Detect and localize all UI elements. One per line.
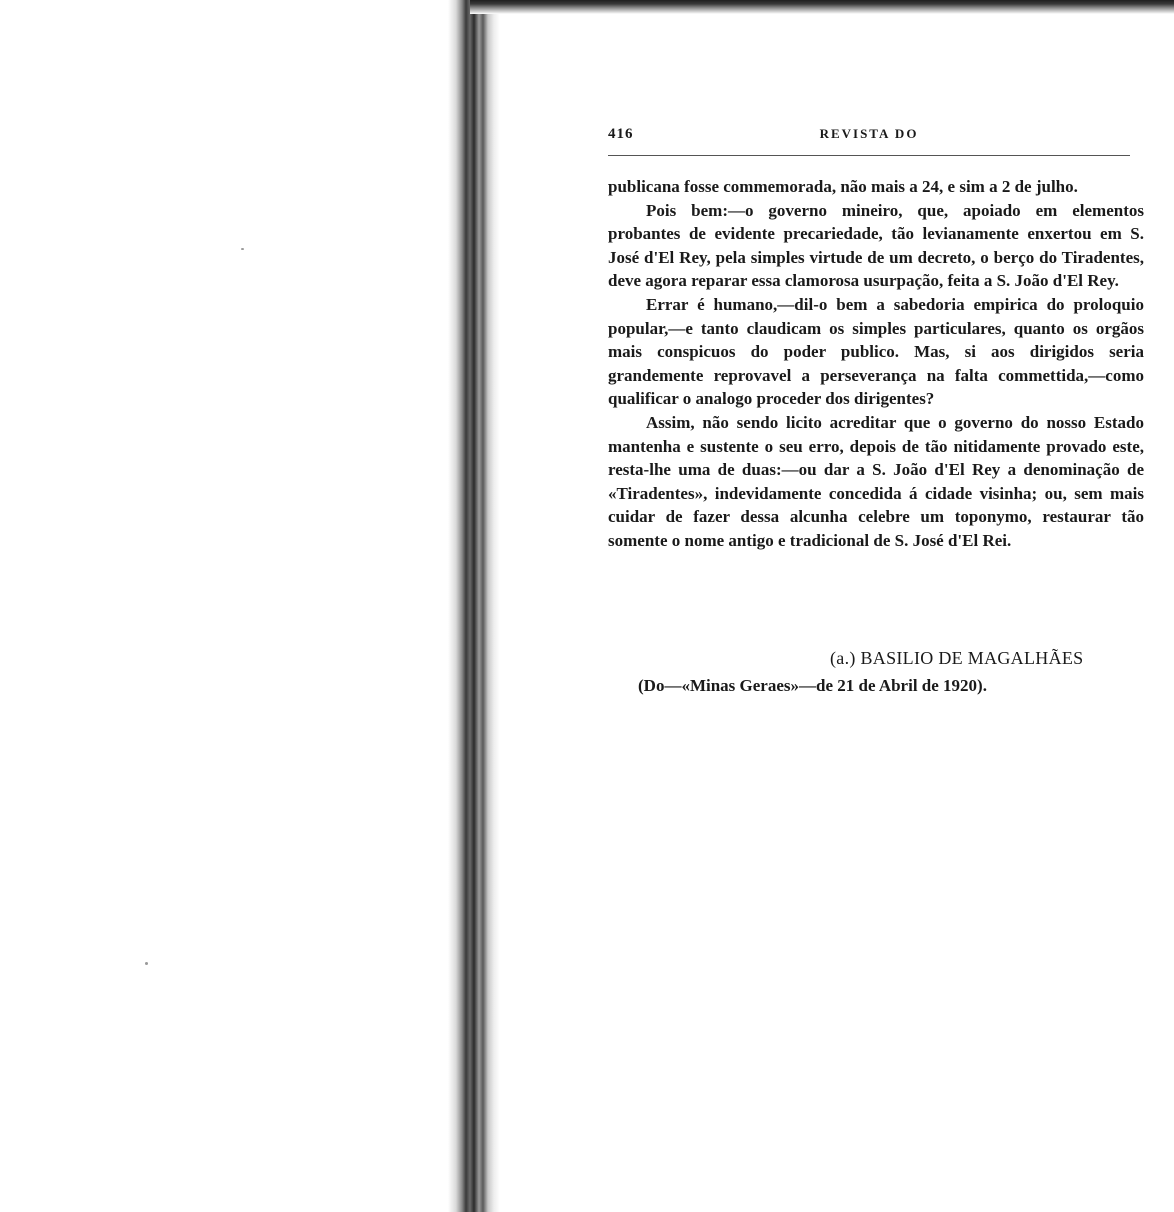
- paragraph: Assim, não sendo licito acreditar que o governo do nosso Estado mantenha e sustente o seu erro, depois de tão nitidamente provado este, resta-lhe uma de duas:—ou dar a S. João d'El Rey a denominação de «Tiradentes», indevidamente concedida á cidade visinha; ou, sem mais cuidar de fazer dessa alcunha celebre um toponymo, restaurar tão somente o nome antigo e tradicional de S. José d'El Rei.: [608, 412, 1144, 550]
- book-page: [500, 14, 1174, 1212]
- source-note: (Do—«Minas Geraes»—de 21 de Abril de 1920).: [638, 676, 987, 695]
- paper-speck: [241, 248, 244, 250]
- paragraph: Errar é humano,—dil-o bem a sabedoria empirica do proloquio popular,—e tanto claudicam os simples particulares, quanto os orgãos mais conspicuos do poder publico. Mas, si aos dirigidos seria grandemente reprovavel a perseverança na falta commettida,—como qualificar o analogo proceder dos dirigentes?: [608, 294, 1144, 409]
- page-top-edge: [470, 0, 1174, 14]
- page-header: [608, 126, 1130, 150]
- paragraph: publicana fosse commemorada, não mais a 24, e sim a 2 de julho.: [608, 177, 1078, 196]
- book-gutter-shadow: [448, 0, 500, 1212]
- running-title: REVISTA DO: [819, 126, 919, 141]
- header-rule: [608, 155, 1130, 156]
- page-number: 416: [608, 126, 634, 142]
- paragraph: Pois bem:—o governo mineiro, que, apoiado em elementos probantes de evidente precariedade, tão levianamente enxertou em S. José d'El Rey, pela simples virtude de um decreto, o berço do Tiradentes, deve agora reparar essa clamorosa usurpação, feita a S. João d'El Rey.: [608, 200, 1144, 291]
- article-body: [608, 175, 1144, 553]
- signature: (a.) BASILIO DE MAGALHÃES: [830, 648, 1084, 668]
- paper-speck: [145, 962, 148, 965]
